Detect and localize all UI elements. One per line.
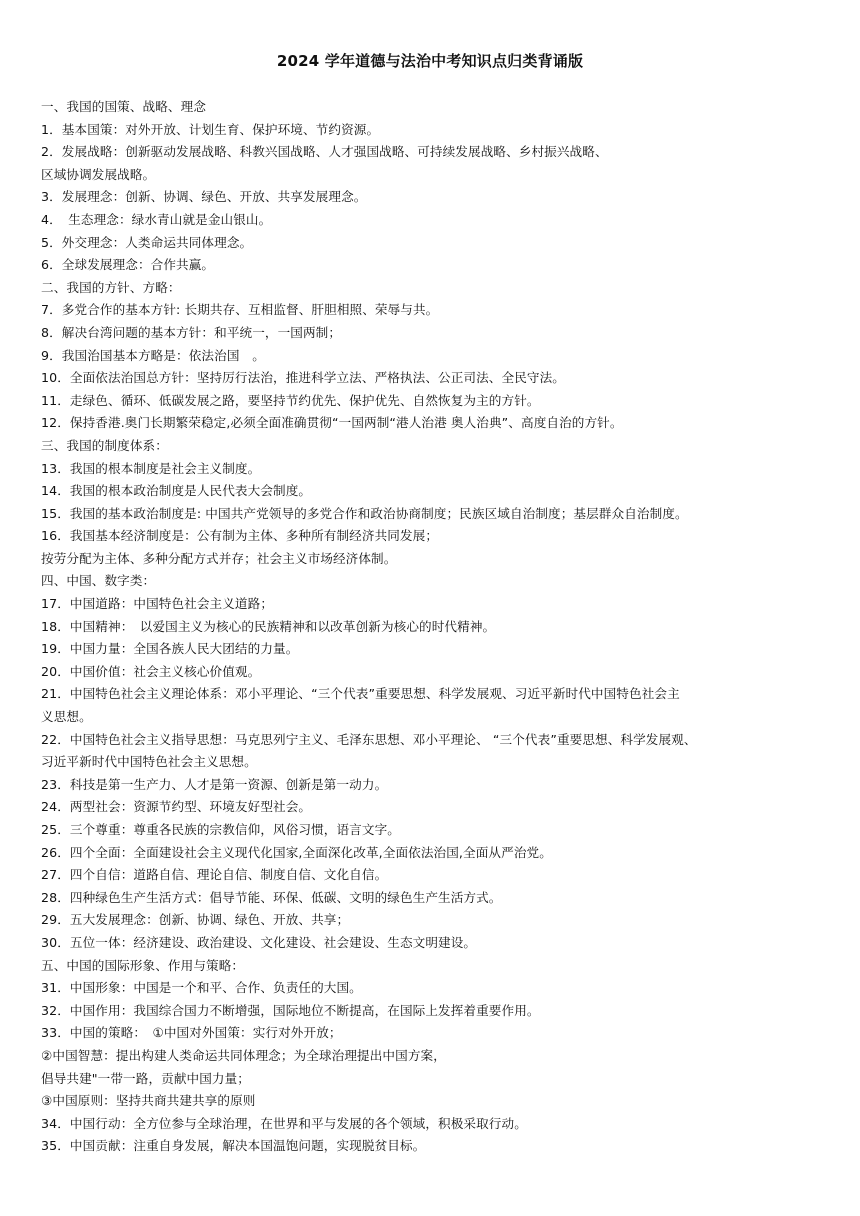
text-line: 22．中国特色社会主义指导思想：马克思列宁主义、毛泽东思想、邓小平理论、 “三个代表”重要思想、科学发展观、: [41, 731, 697, 747]
text-line: 2．发展战略：创新驱动发展战略、科教兴国战略、人才强国战略、可持续发展战略、乡村振兴战略、: [41, 144, 608, 160]
text-line: 32．中国作用：我国综合国力不断增强，国际地位不断提高，在国际上发挥着重要作用。: [41, 1002, 540, 1018]
text-line: 三、我国的制度体系：: [41, 437, 168, 453]
text-line: 20．中国价值：社会主义核心价值观。: [41, 663, 261, 679]
text-line: 一、我国的国策、战略、理念: [41, 99, 207, 114]
text-line: 34．中国行动：全方位参与全球治理，在世界和平与发展的各个领域，积极采取行动。: [41, 1115, 527, 1131]
text-line: 35．中国贡献：注重自身发展，解决本国温饱问题，实现脱贫目标。: [41, 1138, 426, 1154]
text-line: 12．保持香港.奥门长期繁荣稳定,必须全面准确贯彻“一国两制“港人治港 奥人治典”、高度自治的方针。: [41, 415, 623, 431]
text-line: 18．中国精神： 以爱国主义为核心的民族精神和以改革创新为核心的时代精神。: [41, 618, 496, 634]
text-line: 15．我国的基本政治制度是: 中国共产党领导的多党合作和政治协商制度；民族区域自治制度；基层群众自治制度。: [41, 505, 688, 521]
text-line: ②中国智慧：提出构建人类命运共同体理念；为全球治理提出中国方案，: [41, 1047, 446, 1063]
text-line: 9．我国治国基本方略是：依法治国 。: [41, 347, 265, 363]
text-line: 14．我国的根本政治制度是人民代表大会制度。: [41, 483, 312, 499]
text-line: 10．全面依法治国总方针：坚持厉行法治，推进科学立法、严格执法、公正司法、全民守法。: [41, 370, 565, 386]
text-line: 6．全球发展理念：合作共赢。: [41, 257, 215, 273]
text-line: 3．发展理念：创新、协调、绿色、开放、共享发展理念。: [41, 189, 367, 205]
text-line: 义思想。: [41, 709, 92, 725]
text-line: 31．中国形象：中国是一个和平、合作、负责任的大国。: [41, 980, 362, 996]
text-line: 7．多党合作的基本方针: 长期共存、互相监督、肝胆相照、荣辱与共。: [41, 302, 439, 318]
text-line: 倡导共建"一带一路，贡献中国力量；: [41, 1070, 250, 1086]
text-line: 29．五大发展理念：创新、协调、绿色、开放、共享；: [41, 912, 350, 928]
text-line: 24．两型社会：资源节约型、环境友好型社会。: [41, 799, 312, 815]
text-line: 习近平新时代中国特色社会主义思想。: [41, 754, 257, 770]
document-body: [41, 96, 831, 1158]
text-line: 13．我国的根本制度是社会主义制度。: [41, 460, 261, 476]
text-line: 4． 生态理念：绿水青山就是金山银山。: [41, 211, 272, 227]
text-line: 二、我国的方针、方略：: [41, 279, 181, 295]
text-line: ③中国原则：坚持共商共建共享的原则: [41, 1093, 256, 1109]
text-line: 27．四个自信：道路自信、理论自信、制度自信、文化自信。: [41, 867, 388, 883]
text-line: 11．走绿色、循环、低碳发展之路，要坚持节约优先、保护优先、自然恢复为主的方针。: [41, 392, 540, 408]
text-line: 8．解决台湾问题的基本方针：和平统一，一国两制；: [41, 324, 342, 340]
text-line: 16．我国基本经济制度是：公有制为主体、多种所有制经济共同发展；: [41, 528, 439, 544]
text-line: 五、中国的国际形象、作用与策略：: [41, 957, 245, 973]
text-line: 四、中国、数字类：: [41, 573, 156, 589]
text-line: 33．中国的策略： ①中国对外国策：实行对外开放；: [41, 1025, 342, 1041]
document-title: 2024 学年道德与法治中考知识点归类背诵版: [276, 52, 584, 70]
text-line: 区域协调发展战略。: [41, 166, 156, 182]
text-line: 17．中国道路：中国特色社会主义道路；: [41, 596, 274, 612]
text-line: 26．四个全面：全面建设社会主义现代化国家,全面深化改革,全面依法治国,全面从严治党。: [41, 844, 552, 860]
text-line: 25．三个尊重：尊重各民族的宗教信仰，风俗习惯，语言文字。: [41, 822, 400, 837]
text-line: 19．中国力量：全国各族人民大团结的力量。: [41, 641, 299, 657]
text-line: 21．中国特色社会主义理论体系：邓小平理论、“三个代表”重要思想、科学发展观、习近平新时代中国特色社会主: [41, 686, 680, 702]
text-line: 28．四种绿色生产生活方式：倡导节能、环保、低碳、文明的绿色生产生活方式。: [41, 889, 502, 905]
text-line: 23．科技是第一生产力、人才是第一资源、创新是第一动力。: [41, 776, 388, 792]
text-line: 1．基本国策：对外开放、计划生育、保护环境、节约资源。: [41, 121, 380, 137]
text-line: 30．五位一体：经济建设、政治建设、文化建设、社会建设、生态文明建设。: [41, 934, 477, 950]
text-line: 按劳分配为主体、多种分配方式并存；社会主义市场经济体制。: [41, 550, 397, 566]
text-line: 5．外交理念：人类命运共同体理念。: [41, 234, 253, 250]
